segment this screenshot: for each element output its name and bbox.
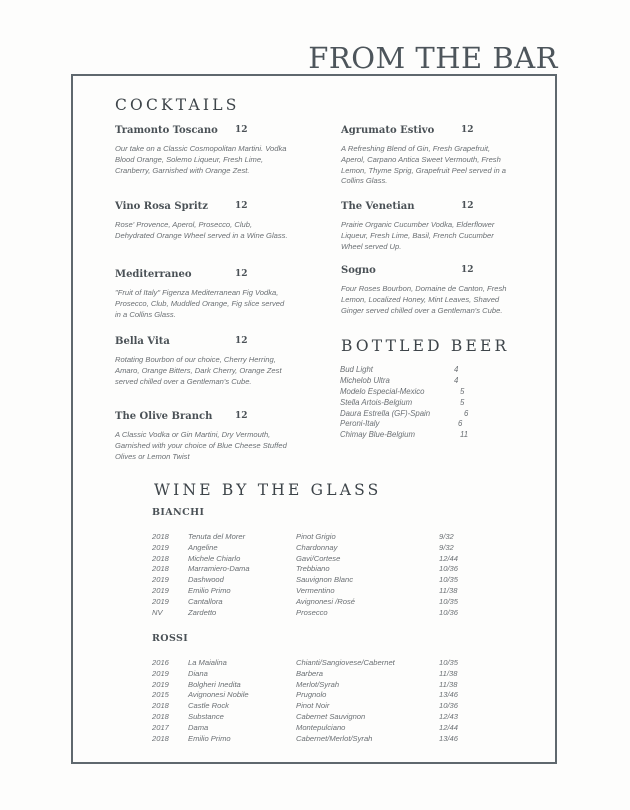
cocktail-price: 12 [235, 411, 248, 421]
wine-heading: WINE BY THE GLASS [154, 481, 382, 499]
cocktail-name: Bella Vita [115, 336, 170, 347]
bottled-beer-heading: BOTTLED BEER [341, 337, 510, 355]
cocktail-price: 12 [235, 269, 248, 279]
cocktail-item [341, 125, 515, 187]
beer-price: 6 [464, 408, 469, 418]
cocktail-name: Mediterraneo [115, 269, 192, 280]
bianchi-label: BIANCHI [152, 507, 205, 518]
list-item [340, 408, 469, 420]
cocktail-price: 12 [461, 201, 474, 211]
cocktail-description: Prairie Organic Cucumber Vodka, Elderflower Liqueur, Fresh Lime, Basil, French Cucumber Wheel served Up. [341, 220, 495, 251]
beer-price: 11 [460, 430, 469, 440]
list-item [340, 430, 469, 441]
list-item [340, 375, 459, 387]
cocktail-description: A Classic Vodka or Gin Martini, Dry Vermouth, Garnished with your choice of Blue Cheese Stuffed Olives or Lemon Twist [115, 430, 287, 461]
beer-price: 6 [458, 419, 463, 429]
cocktail-description: Rose' Provence, Aperol, Prosecco, Club, Dehydrated Orange Wheel served in a Wine Glass. [115, 220, 288, 240]
beer-name: Chimay Blue-Belgium [340, 430, 415, 440]
beer-price: 5 [460, 386, 465, 396]
beer-name: Modelo Especial-Mexico [340, 386, 425, 396]
cocktail-item [341, 265, 515, 316]
cocktail-name: Vino Rosa Spritz [115, 201, 208, 212]
beer-price: 5 [460, 397, 465, 407]
cocktail-description: "Fruit of Italy" Figenza Mediterranean Fig Vodka, Prosecco, Club, Muddled Orange, Fig slice served in a Collins Glass. [115, 288, 285, 319]
cocktail-item [341, 201, 515, 252]
beer-price: 4 [454, 375, 459, 385]
beer-name: Stella Artois-Belgium [340, 397, 413, 407]
cocktail-item [115, 201, 289, 242]
cocktail-item [115, 336, 289, 387]
beer-list [340, 365, 469, 441]
cocktail-price: 12 [235, 125, 248, 135]
cocktail-description: Four Roses Bourbon, Domaine de Canton, Fresh Lemon, Localized Honey, Mint Leaves, Shaved Ginger served chilled over a Gentleman's Cube. [341, 284, 507, 315]
rossi-label: ROSSI [152, 633, 189, 644]
beer-name: Michelob Ultra [340, 375, 390, 385]
list-item [340, 386, 465, 398]
beer-name: Bud Light [340, 365, 373, 374]
cocktail-price: 12 [461, 125, 474, 135]
beer-name: Peroni-Italy [340, 419, 380, 429]
beer-price: 4 [454, 365, 459, 374]
cocktail-item [115, 411, 289, 462]
cocktail-name: Sogno [341, 265, 376, 276]
cocktail-name: Agrumato Estivo [341, 125, 435, 136]
cocktail-description: Rotating Bourbon of our choice, Cherry Herring, Amaro, Orange Bitters, Dark Cherry, Orange Zest served chilled over a Gentleman's Cube. [115, 355, 282, 386]
cocktail-name: Tramonto Toscano [115, 125, 218, 136]
list-item [340, 397, 465, 409]
cocktail-name: The Olive Branch [115, 411, 213, 422]
list-item [340, 365, 459, 376]
list-item [340, 419, 463, 430]
cocktail-item [115, 125, 289, 176]
cocktail-price: 12 [235, 336, 248, 346]
cocktail-price: 12 [461, 265, 474, 275]
page-title: FROM THE BAR [308, 41, 558, 75]
cocktail-description: A Refreshing Blend of Gin, Fresh Grapefruit, Aperol, Carpano Antica Sweet Vermouth, Fresh Lemon, Thyme Sprig, Grapefruit Peel served in a Collins Glass. [341, 144, 507, 186]
beer-name: Daura Estrella (GF)-Spain [340, 408, 431, 418]
cocktail-name: The Venetian [341, 201, 415, 212]
cocktail-price: 12 [235, 201, 248, 211]
cocktail-description: Our take on a Classic Cosmopolitan Martini. Vodka Blood Orange, Solemo Liqueur, Fresh Lime, Cranberry, Garnished with Orange Zest. [115, 144, 287, 175]
cocktails-heading: COCKTAILS [115, 96, 240, 114]
cocktail-item [115, 269, 289, 320]
